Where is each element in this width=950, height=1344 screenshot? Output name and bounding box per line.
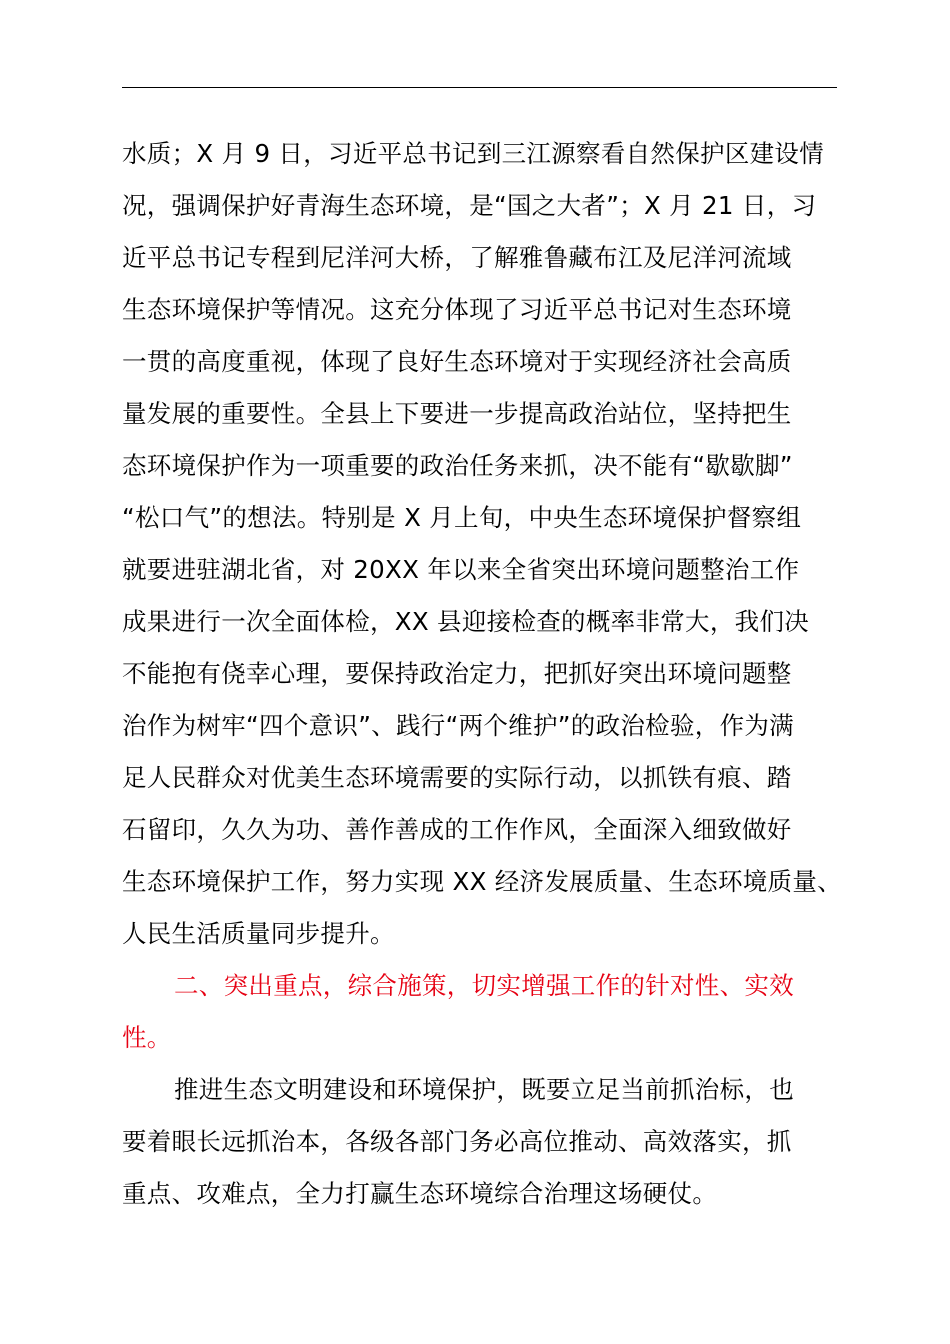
document-body: [122, 128, 852, 1220]
header-rule: [122, 87, 837, 88]
paragraph-line: 一贯的高度重视，体现了良好生态环境对于实现经济社会高质: [122, 347, 792, 376]
paragraph-line: 生态环境保护工作，努力实现 XX 经济发展质量、生态环境质量、: [122, 867, 842, 896]
paragraph-line: 生态环境保护等情况。这充分体现了习近平总书记对生态环境: [122, 295, 792, 324]
paragraph-line: 况，强调保护好青海生态环境，是“国之大者”；X 月 21 日，习: [122, 191, 817, 220]
paragraph-line: 足人民群众对优美生态环境需要的实际行动，以抓铁有痕、踏: [122, 763, 792, 792]
body-paragraph: [122, 128, 852, 960]
paragraph-line: 近平总书记专程到尼洋河大桥，了解雅鲁藏布江及尼洋河流域: [122, 243, 792, 272]
paragraph-line: 水质；X 月 9 日，习近平总书记到三江源察看自然保护区建设情: [122, 139, 825, 168]
paragraph-line: 治作为树牢“四个意识”、践行“两个维护”的政治检验，作为满: [122, 711, 794, 740]
paragraph-line: 就要进驻湖北省，对 20XX 年以来全省突出环境问题整治工作: [122, 555, 800, 584]
paragraph-line: 成果进行一次全面体检，XX 县迎接检查的概率非常大，我们决: [122, 607, 810, 636]
paragraph-line: 人民生活质量同步提升。: [122, 919, 395, 948]
paragraph-line: 推进生态文明建设和环境保护，既要立足当前抓治标，也: [174, 1075, 794, 1104]
section-heading-line: 二、突出重点，综合施策，切实增强工作的针对性、实效: [174, 971, 794, 1000]
paragraph-line: 要着眼长远抓治本，各级各部门务必高位推动、高效落实，抓: [122, 1127, 792, 1156]
paragraph-line: 重点、攻难点，全力打赢生态环境综合治理这场硬仗。: [122, 1179, 718, 1208]
paragraph-line: “松口气”的想法。特别是 X 月上旬，中央生态环境保护督察组: [122, 503, 802, 532]
paragraph-line: 态环境保护作为一项重要的政治任务来抓，决不能有“歇歇脚”: [122, 451, 793, 480]
paragraph-line: 石留印，久久为功、善作善成的工作作风，全面深入细致做好: [122, 815, 792, 844]
section-heading-line: 性。: [122, 1023, 172, 1052]
closing-paragraph: [122, 1064, 852, 1220]
paragraph-line: 量发展的重要性。全县上下要进一步提高政治站位，坚持把生: [122, 399, 792, 428]
section-heading: [122, 960, 852, 1064]
paragraph-line: 不能抱有侥幸心理，要保持政治定力，把抓好突出环境问题整: [122, 659, 792, 688]
